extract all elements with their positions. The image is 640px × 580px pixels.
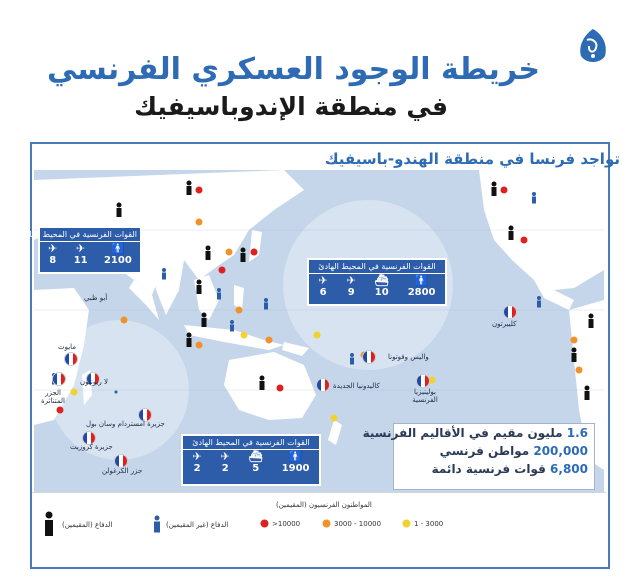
place-label-mayotte: مايوت bbox=[58, 343, 77, 351]
ship-icon: ⛴ bbox=[374, 274, 389, 287]
place-label-wallis: واليس وفوتونا bbox=[388, 353, 429, 361]
soldier-icon-resident bbox=[117, 203, 122, 218]
soldier-icon-resident bbox=[197, 280, 202, 295]
france-flag-icon bbox=[416, 374, 430, 388]
legend bbox=[32, 492, 606, 567]
place-label-la-reunion: لا ريونيون bbox=[80, 378, 108, 386]
soldier-icon-resident bbox=[202, 313, 207, 328]
citizen-dot-mid bbox=[196, 342, 203, 349]
forces-box-heading: القوات الفرنسية في المحيط الهادئ bbox=[309, 260, 445, 274]
place-label-eparses: الجزر المتناثرة bbox=[41, 389, 65, 405]
legend-defense-resident: الدفاع (المقيمين) bbox=[62, 521, 113, 529]
ship-icon: ⛴ bbox=[248, 450, 263, 463]
citizen-dot-low bbox=[331, 415, 338, 422]
france-flag-icon bbox=[114, 454, 128, 468]
soldier-icon-nonresident bbox=[532, 192, 536, 204]
amsterdam-island-marker bbox=[115, 391, 118, 394]
soldier-nonresident-legend-icon bbox=[152, 515, 162, 533]
ships-count: 10 bbox=[374, 287, 389, 298]
aircraft-count: 9 bbox=[347, 287, 355, 298]
page-subtitle: في منطقة الإندوباسيفيك bbox=[134, 92, 448, 121]
france-flag-icon bbox=[503, 305, 517, 319]
helicopter-icon: ✈ bbox=[318, 274, 328, 287]
citizen-dot-mid bbox=[236, 307, 243, 314]
citizen-dot-mid bbox=[571, 337, 578, 344]
citizen-dot-mid bbox=[121, 317, 128, 324]
soldier-icon-resident bbox=[492, 182, 497, 197]
forces-box-indian-ocean-top bbox=[19, 226, 142, 274]
soldier-icon-resident bbox=[187, 181, 192, 196]
place-label-crozet: جزيرة كروزيت bbox=[70, 443, 113, 451]
aljazeera-logo-icon bbox=[572, 26, 614, 68]
aircraft-count: 2 bbox=[221, 463, 229, 474]
forces-box-heading: القوات الفرنسية في المحيط الهادئ bbox=[183, 436, 319, 450]
place-label-clipperton: كليبرتون bbox=[492, 320, 517, 328]
place-label-polynesia: بولينيزيا الفرنسية bbox=[412, 388, 438, 404]
stat-forces bbox=[394, 460, 594, 478]
soldier-icon: 🚹 bbox=[288, 450, 303, 463]
france-flag-icon bbox=[362, 350, 376, 364]
soldier-icon-nonresident bbox=[264, 298, 268, 310]
aircraft-count: 11 bbox=[73, 255, 88, 266]
legend-range-low: 1 - 3000 bbox=[414, 520, 444, 528]
place-label-kerguelen: جزر الكرغولن bbox=[102, 467, 143, 475]
place-label-amsterdam: جزيرة أمستردام وسان بول bbox=[86, 420, 165, 428]
stats-box bbox=[362, 423, 595, 490]
forces-box-heading: القوات الفرنسية في المحيط الهادئ bbox=[40, 228, 140, 242]
france-flag-icon bbox=[64, 352, 78, 366]
soldier-icon-resident bbox=[260, 376, 265, 391]
soldier-icon-nonresident bbox=[217, 288, 221, 300]
legend-citizens-title: المواطنون الفرنسيون (المقيمين) bbox=[276, 501, 372, 509]
soldier-resident-legend-icon bbox=[42, 511, 56, 537]
helicopters-count: 8 bbox=[49, 255, 57, 266]
forces-box-indian-ocean-bottom bbox=[181, 434, 321, 486]
citizen-dot-high bbox=[219, 267, 226, 274]
legend-range-mid: 3000 - 10000 bbox=[334, 520, 382, 528]
personnel-count: 2100 bbox=[103, 255, 132, 266]
helicopter-icon: ✈ bbox=[48, 242, 58, 255]
soldier-icon-nonresident bbox=[537, 296, 541, 308]
helicopters-count: 2 bbox=[193, 463, 201, 474]
citizen-dot-low bbox=[314, 332, 321, 339]
soldier-icon: 🚹 bbox=[414, 274, 429, 287]
citizen-dot-low bbox=[241, 332, 248, 339]
place-label-new-caledonia: كاليدونيا الجديدة bbox=[333, 382, 380, 390]
dot-low-legend-icon bbox=[402, 519, 411, 528]
stat-residents-value: 1.6 bbox=[566, 426, 588, 440]
france-flag-icon bbox=[52, 372, 66, 386]
soldier-icon-nonresident bbox=[350, 353, 354, 365]
aircraft-icon: ✈ bbox=[220, 450, 230, 463]
soldier-icon-resident bbox=[241, 248, 246, 263]
soldier-icon-resident bbox=[206, 246, 211, 261]
france-flag-icon bbox=[316, 378, 330, 392]
dot-mid-legend-icon bbox=[322, 519, 331, 528]
soldier-icon-resident bbox=[187, 333, 192, 348]
citizen-dot-high bbox=[501, 187, 508, 194]
stat-residents bbox=[362, 424, 594, 442]
stat-citizens bbox=[394, 442, 594, 460]
citizen-dot-mid bbox=[226, 249, 233, 256]
personnel-count: 1900 bbox=[281, 463, 310, 474]
aircraft-icon: ✈ bbox=[76, 242, 86, 255]
citizen-dot-mid bbox=[576, 367, 583, 374]
stat-forces-text: قوات فرنسية دائمة bbox=[431, 462, 546, 476]
aircraft-icon: ✈ bbox=[346, 274, 356, 287]
soldier-icon-resident bbox=[585, 386, 590, 401]
map-title: تواجد فرنسا في منطقة الهندو-باسيفيك bbox=[324, 150, 620, 168]
soldier-icon-resident bbox=[589, 314, 594, 329]
citizen-dot-mid bbox=[266, 337, 273, 344]
citizen-dot-high bbox=[196, 187, 203, 194]
stat-forces-value: 6,800 bbox=[550, 462, 588, 476]
citizen-dot-high bbox=[57, 407, 64, 414]
forces-box-pacific bbox=[307, 258, 447, 306]
legend-range-high: >10000 bbox=[272, 520, 301, 528]
soldier-icon: 🚹 bbox=[111, 242, 125, 255]
page-title: خريطة الوجود العسكري الفرنسي bbox=[46, 52, 540, 87]
place-label-abu-dhabi: أبو ظبي bbox=[84, 294, 108, 302]
helicopter-icon: ✈ bbox=[192, 450, 202, 463]
legend-defense-nonresident: الدفاع (غير المقيمين) bbox=[166, 521, 229, 529]
ships-count: 5 bbox=[252, 463, 260, 474]
soldier-icon-resident bbox=[509, 226, 514, 241]
citizen-dot-high bbox=[251, 249, 258, 256]
dot-high-legend-icon bbox=[260, 519, 269, 528]
soldier-icon-nonresident bbox=[162, 268, 166, 280]
stat-citizens-value: 200,000 bbox=[533, 444, 588, 458]
citizen-dot-high bbox=[277, 385, 284, 392]
stat-citizens-text: مواطن فرنسي bbox=[439, 444, 530, 458]
personnel-count: 2800 bbox=[407, 287, 436, 298]
soldier-icon-nonresident bbox=[230, 320, 234, 332]
stat-residents-text: مليون مقيم في الأقاليم الفرنسية bbox=[362, 426, 563, 440]
helicopters-count: 6 bbox=[319, 287, 327, 298]
soldier-icon-resident bbox=[572, 348, 577, 363]
citizen-dot-mid bbox=[196, 219, 203, 226]
citizen-dot-high bbox=[521, 237, 528, 244]
